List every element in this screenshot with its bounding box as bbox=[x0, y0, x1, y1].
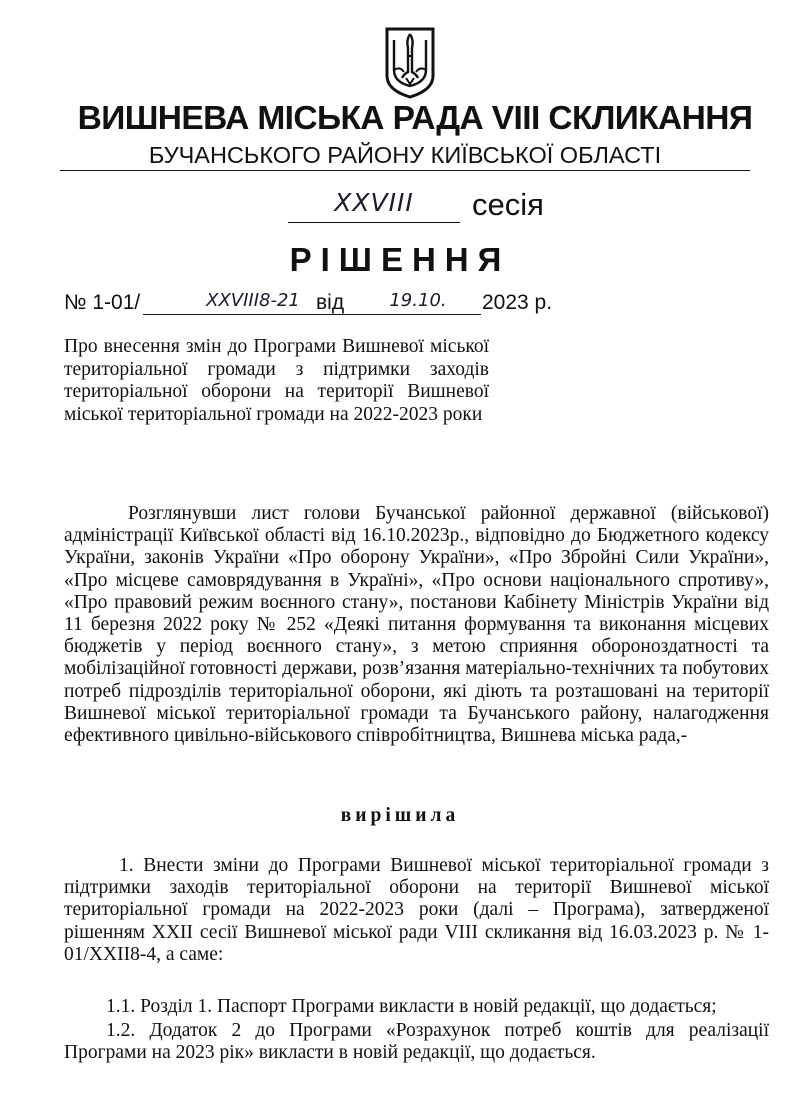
number-prefix: № 1-01/ bbox=[64, 291, 141, 314]
district-line: БУЧАНСЬКОГО РАЙОНУ КИЇВСЬКОЇ ОБЛАСТІ bbox=[60, 142, 750, 171]
preamble-paragraph: Розглянувши лист голови Бучанської районної державної (військової) адміністрації Київської області від 16.10.2023р., відповідно до Бюджетного кодексу України, законів України «Про оборону України», «Про Збройні Сили України», «Про місцеве самоврядування в Україні», «Про основи національного спротиву», «Про правовий режим воєнного стану», постанови Кабінету Міністрів України від 11 березня 2022 року № 252 «Деякі питання формування та виконання місцевих бюджетів у період воєнного стану», з метою сприяння обороноздатності та мобілізаційної готовності держави, розв’язання матеріально-технічних та побутових потреб підрозділів територіальної оборони, які діють та розташовані на території Вишневої міської територіальної громади та Бучанського району, налагодження ефективного цивільно-військового співробітництва, Вишнева міська рада,- bbox=[64, 503, 769, 747]
decision-number-line bbox=[64, 290, 624, 318]
year-suffix: 2023 р. bbox=[482, 291, 553, 314]
session-word: сесія bbox=[472, 187, 544, 222]
session-number: XXVIII bbox=[288, 186, 460, 223]
sub-item-1-2: 1.2. Додаток 2 до Програми «Розрахунок потреб коштів для реалізації Програми на 2023 рік» викласти в новій редакції, що додається. bbox=[64, 1020, 769, 1064]
date-label: від bbox=[316, 291, 345, 314]
sub-item-1-1: 1.1. Розділ 1. Паспорт Програми викласти в новій редакції, що додається; bbox=[106, 996, 717, 1017]
resolved-heading: вирішила bbox=[340, 805, 460, 826]
item-1-paragraph: 1. Внести зміни до Програми Вишневої міської територіальної громади з підтримки заходів територіальної оборони на території Вишневої міської територіальної громади на 2022-2023 роки (далі – Програма), затвердженої рішенням XXII сесії Вишневої міської ради VIII скликання від 16.03.2023 р. № 1-01/XXII8-4, а саме: bbox=[64, 855, 769, 965]
session-line bbox=[288, 186, 588, 226]
trident-coat-of-arms-icon bbox=[384, 26, 436, 100]
decision-number-value: XXVIII8-21 bbox=[143, 290, 363, 315]
council-title: ВИШНЕВА МІСЬКА РАДА VIII СКЛИКАННЯ bbox=[77, 100, 753, 137]
decision-title: РІШЕННЯ bbox=[289, 241, 511, 278]
decision-subject: Про внесення змін до Програми Вишневої міської територіальної громади з підтримки заходів територіальної оборони на території Вишневої міської територіальної громади на 2022-2023 роки bbox=[64, 336, 489, 425]
decision-date-value: 19.10. bbox=[355, 290, 481, 315]
